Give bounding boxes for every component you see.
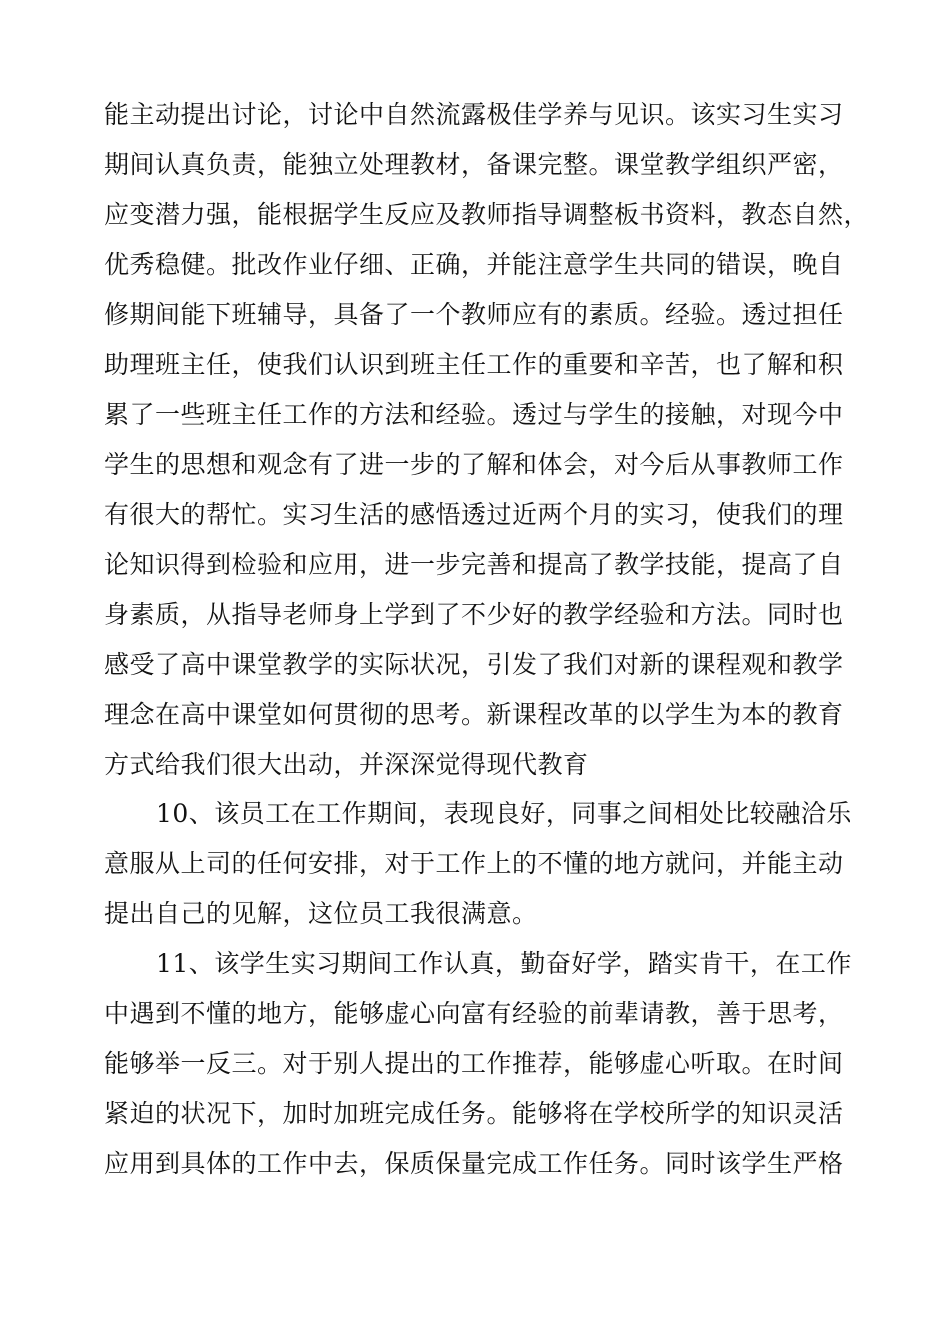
paragraph-line: 学生的思想和观念有了进一步的了解和体会，对今后从事教师工作 (104, 450, 844, 479)
paragraph-line: 助理班主任，使我们认识到班主任工作的重要和辛苦，也了解和积 (104, 350, 844, 379)
paragraph-line: 应变潜力强，能根据学生反应及教师指导调整板书资料，教态自然， (104, 200, 870, 229)
paragraph-3 (104, 939, 864, 1189)
paragraph-line: 理念在高中课堂如何贯彻的思考。新课程改革的以学生为本的教育 (104, 700, 844, 729)
paragraph-2 (104, 789, 864, 939)
paragraph-line: 紧迫的状况下，加时加班完成任务。能够将在学校所学的知识灵活 (104, 1099, 844, 1128)
paragraph-1 (104, 90, 870, 790)
paragraph-line: 中遇到不懂的地方，能够虚心向富有经验的前辈请教，善于思考， (104, 999, 844, 1028)
paragraph-line: 意服从上司的任何安排，对于工作上的不懂的地方就问，并能主动 (104, 849, 844, 878)
paragraph-line: 累了一些班主任工作的方法和经验。透过与学生的接触，对现今中 (104, 400, 844, 429)
paragraph-line: 修期间能下班辅导，具备了一个教师应有的素质。经验。透过担任 (104, 300, 844, 329)
paragraph-line: 应用到具体的工作中去，保质保量完成工作任务。同时该学生严格 (104, 1149, 844, 1178)
paragraph-line: 身素质，从指导老师身上学到了不少好的教学经验和方法。同时也 (104, 600, 844, 629)
paragraph-line: 有很大的帮忙。实习生活的感悟透过近两个月的实习，使我们的理 (104, 500, 844, 529)
paragraph-line: 感受了高中课堂教学的实际状况，引发了我们对新的课程观和教学 (104, 650, 844, 679)
paragraph-line: 10、该员工在工作期间，表现良好，同事之间相处比较融洽乐 (156, 799, 852, 828)
paragraph-line: 期间认真负责，能独立处理教材，备课完整。课堂教学组织严密， (104, 150, 844, 179)
paragraph-line: 能够举一反三。对于别人提出的工作推荐，能够虚心听取。在时间 (104, 1049, 844, 1078)
paragraph-line: 论知识得到检验和应用，进一步完善和提高了教学技能，提高了自 (104, 550, 844, 579)
paragraph-line: 能主动提出讨论，讨论中自然流露极佳学养与见识。该实习生实习 (104, 100, 844, 129)
paragraph-line: 提出自己的见解，这位员工我很满意。 (104, 899, 538, 928)
paragraph-line: 11、该学生实习期间工作认真，勤奋好学，踏实肯干，在工作 (156, 949, 852, 978)
paragraph-line: 优秀稳健。批改作业仔细、正确，并能注意学生共同的错误，晚自 (104, 250, 844, 279)
paragraph-line: 方式给我们很大出动，并深深觉得现代教育 (104, 750, 589, 779)
